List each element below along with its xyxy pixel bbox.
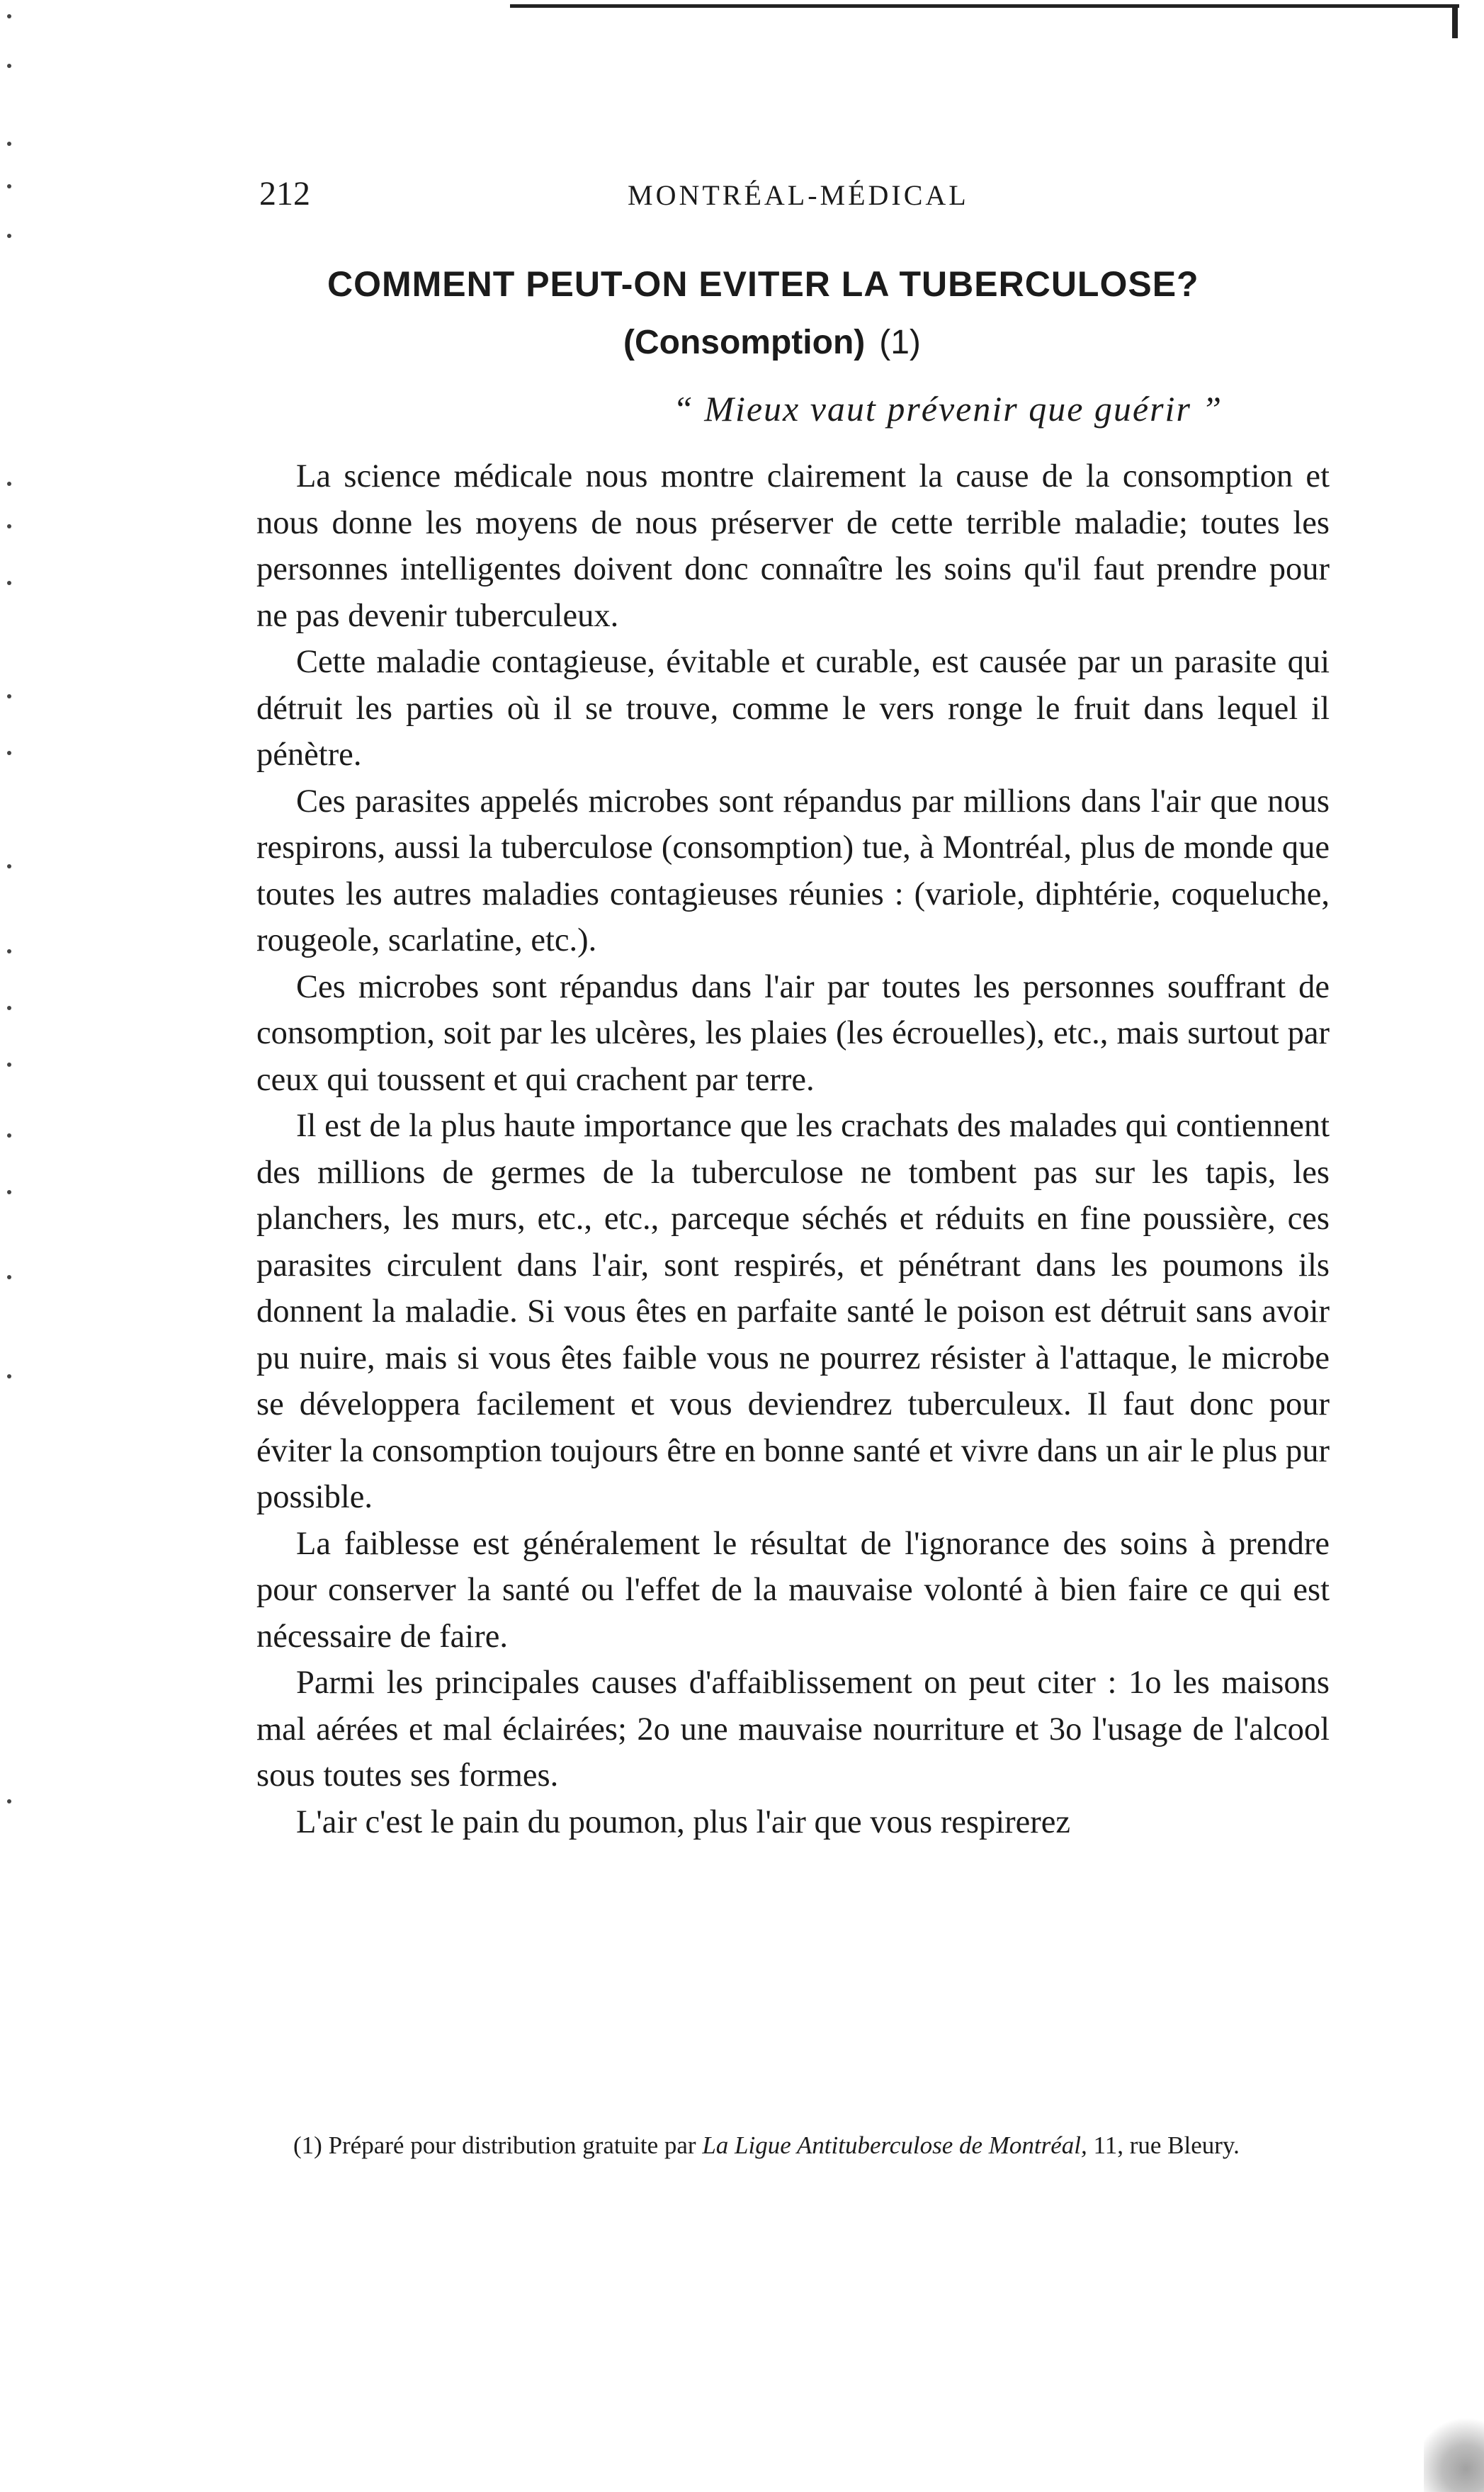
scan-margin-marks: [0, 0, 28, 2492]
paragraph: La faiblesse est généralement le résultat de l'ignorance des soins à prendre pour conserver la santé ou l'effet de la mauvaise volonté à bien faire ce qui est nécessaire de faire.: [256, 1525, 1330, 1655]
top-rule: [510, 4, 1459, 8]
footnote-text: Préparé pour distribution gratuite par: [328, 2131, 696, 2159]
footnote-address: 11, rue Bleury.: [1093, 2131, 1240, 2159]
article-subtitle-text: (Consomption): [623, 324, 866, 361]
article-body: [256, 453, 1330, 1845]
footnote-reference: (1): [879, 324, 921, 361]
paragraph: Ces microbes sont répandus dans l'air par toutes les personnes souffrant de consomption, soit par les ulcères, les plaies (les écrouelles), etc., mais surtout par ceux qui toussent et qui crachent par terre.: [256, 968, 1330, 1098]
page-number: 212: [259, 175, 310, 213]
scan-edge-shadow: [1424, 2415, 1484, 2492]
paragraph: La science médicale nous montre clairement la cause de la consomption et nous donne les moyens de nous préserver de cette terrible maladie; toutes les personnes intelligentes doivent donc connaître les soins qu'il faut prendre pour ne pas devenir tuberculeux.: [256, 458, 1330, 634]
epigraph: “ Mieux vaut prévenir que guérir ”: [673, 389, 1223, 429]
footnote-mark: (1): [293, 2131, 322, 2159]
paragraph: Parmi les principales causes d'affaiblissement on peut citer : 1o les maisons mal aérées et mal éclairées; 2o une mauvaise nourriture et 3o l'usage de l'alcool sous toutes ses formes.: [256, 1665, 1330, 1794]
running-head: [259, 174, 1322, 217]
article-title: COMMENT PEUT-ON EVITER LA TUBERCULOSE?: [327, 264, 1199, 304]
footnote: [256, 2131, 1330, 2160]
journal-title: MONTRÉAL-MÉDICAL: [628, 179, 969, 211]
paragraph: L'air c'est le pain du poumon, plus l'air que vous respirerez: [296, 1803, 1071, 1840]
paragraph: Ces parasites appelés microbes sont répandus par millions dans l'air que nous respirons, aussi la tuberculose (consomption) tue, à Montréal, plus de monde que toutes les autres maladies contagieuses réunies : (variole, diphtérie, coqueluche, rougeole, scarlatine, etc.).: [256, 783, 1330, 958]
article-subtitle: [623, 323, 921, 362]
footnote-organization: La Ligue Antituberculose de Montréal,: [702, 2131, 1087, 2159]
paragraph: Cette maladie contagieuse, évitable et curable, est causée par un parasite qui détruit les parties où il se trouve, comme le vers ronge le fruit dans lequel il pénètre.: [256, 644, 1330, 773]
top-rule-tick: [1452, 4, 1458, 38]
paragraph: Il est de la plus haute importance que les crachats des malades qui contiennent des millions de germes de la tuberculose ne tombent pas sur les tapis, les planchers, les murs, etc., etc., parceque séchés et réduits en fine poussière, ces parasites circulent dans l'air, sont respirés, et pénétrant dans les poumons ils donnent la maladie. Si vous êtes en parfaite santé le poison est détruit sans avoir pu nuire, mais si vous êtes faible vous ne pourrez résister à l'attaque, le microbe se développera facilement et vous deviendrez tuberculeux. Il faut donc pour éviter la consomption toujours être en bonne santé et vivre dans un air le plus pur possible.: [256, 1108, 1330, 1515]
